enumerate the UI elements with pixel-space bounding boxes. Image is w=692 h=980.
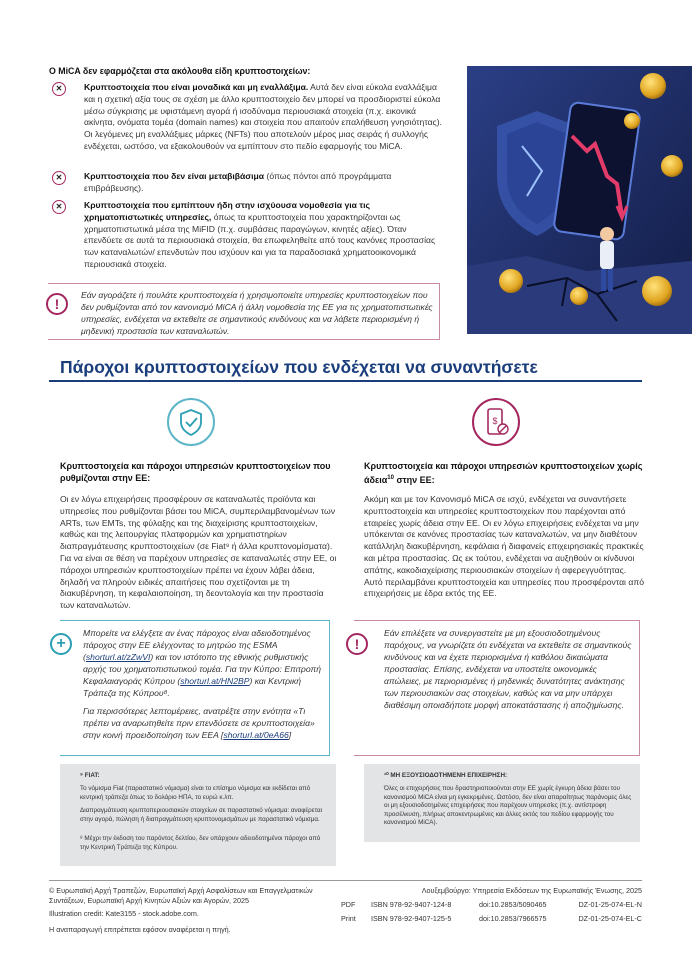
- cysec-link[interactable]: shorturl.at/HN2BP: [180, 676, 250, 686]
- section-heading: Πάροχοι κρυπτοστοιχείων που ενδέχεται να συναντήσετε: [60, 357, 538, 377]
- pub-row: PDF ISBN 978-92-9407-124-8 doi:10.2853/5090465 DZ-01-25-074-EL-N: [341, 900, 642, 909]
- footer-rule: [49, 880, 642, 881]
- svg-text:$: $: [492, 416, 498, 426]
- publisher: Λουξεμβούργο: Υπηρεσία Εκδόσεων της Ευρωπαϊκής Ένωσης, 2025: [421, 886, 642, 895]
- illustration-credit: Illustration credit: Kate3155 - stock.adobe.com.: [49, 909, 199, 918]
- plus-icon: +: [50, 633, 72, 655]
- left-column-title: Κρυπτοστοιχεία και πάροχοι υπηρεσιών κρυπτοστοιχείων που ρυθμίζονται στην ΕΕ:: [60, 461, 331, 483]
- esma-register-link[interactable]: shorturl.at/zZwVI: [85, 652, 151, 662]
- phone-alert-icon: [472, 398, 520, 446]
- copyright: © Ευρωπαϊκή Αρχή Τραπεζών, Ευρωπαϊκή Αρχή Ασφαλίσεων και Επαγγελματικών Συντάξεων, Ευρωπαϊκή Αρχή Κινητών Αξιών και Αγορών, 2025: [49, 886, 313, 905]
- x-circle-icon: ✕: [52, 82, 66, 96]
- info-box: + Μπορείτε να ελέγξετε αν ένας πάροχος είναι αδειοδοτημένος πάροχος στην ΕΕ ελέγχοντας το μητρώο της ESMA (shorturl.at/zZwVI) και τον ιστότοπο της εθνικής ρυθμιστικής αρχής του χρηματοπιστωτικού τομέα. Για την Κύπρο: Επιτροπή Κεφαλαιαγοράς Κύπρου (shorturl.at/HN2BP) και Κεντρική Τράπεζα της Κύπρου⁸. Για περισσότερες λεπτομέρειες, ανατρέξτε στην ενότητα «Τι πρέπει να αναρωτηθείτε πριν επενδύσετε σε κρυπτοστοιχεία» στην κοινή προειδοποίηση των ΕΕΑ [shorturl.at/0eA66]: [60, 620, 330, 756]
- left-column-body: Οι εν λόγω επιχειρήσεις προσφέρουν σε καταναλωτές προϊόντα και υπηρεσίες που ρυθμίζονται βάσει του MiCA, συμπεριλαμβανομένων των ARTs, των EMTs, της φύλαξης και της διαχείρισης κρυπτοστοιχείων, καθώς και της λειτουργίας πλατφορμών και χρηματιστηρίων διαπραγμάτευσης κρυπτοστοιχείων (σε Fiat⁹ ή άλλα κρυπτονομίσματα). Για να είναι σε θέση να παρέχουν υπηρεσίες σε καταναλωτές στην ΕΕ, οι πάροχοι υπηρεσιών κρυπτοστοιχείων πρέπει να έχουν λάβει άδεια, δηλαδή να πληρούν ειδικές απαιτήσεις που σχετίζονται με τη διακυβέρνηση, τη κεφαλαιοποίηση, τη δεοντολογία και την προστασία των καταναλωτών.: [60, 494, 337, 611]
- exclamation-icon: !: [46, 293, 68, 315]
- reproduction-note: Η αναπαραγωγή επιτρέπεται εφόσον αναφέρεται η πηγή.: [49, 925, 231, 934]
- intro-heading: Ο MiCA δεν εφαρμόζεται στα ακόλουθα είδη κρυπτοστοιχείων:: [49, 66, 311, 76]
- exclusion-item: ✕ Κρυπτοστοιχεία που δεν είναι μεταβιβάσιμα (όπως πόντοι από προγράμματα επιβράβευσης).: [52, 171, 444, 195]
- warning-box: ! Εάν αγοράζετε ή πουλάτε κρυπτοστοιχεία ή χρησιμοποιείτε υπηρεσίες κρυπτοστοιχείων που δεν ρυθμίζονται από τον κανονισμό MiCA ή άλλη νομοθεσία της ΕΕ για τις χρηματοπιστωτικές υπηρεσίες, ενδέχεται να εκτεθείτε σε σημαντικούς κινδύνους και να λάβετε περιορισμένη ή μηδενική προστασία των καταναλωτών.: [48, 283, 440, 340]
- x-circle-icon: ✕: [52, 171, 66, 185]
- footnote-box-left: ⁹ FIAT: Το νόμισμα Fiat (παραστατικό νόμισμα) είναι το επίσημο νόμισμα και εκδίδεται από κεντρική τράπεζα όπως το δολάριο ΗΠΑ, το ευρώ κ.λπ. Διαπραγμάτευση κρυπτοπεριουσιακών στοιχείων σε παραστατικό νόμισμα: αναφέρεται στην αγορά, πώληση ή διαπραγμάτευση κρυπτονομισμάτων με παραστατικό νόμισμα. ⁸ Μέχρι την έκδοση του παρόντος δελτίου, δεν υπάρχουν αδειοδοτημένοι πάροχοι από την Κεντρική Τράπεζα της Κύπρου.: [60, 764, 336, 866]
- exclusion-item: ✕ Κρυπτοστοιχεία που είναι μοναδικά και μη εναλλάξιμα. Αυτά δεν είναι εύκολα εναλλάξιμα και η σχετική αξία τους σε σχέση με άλλο κρυπτοστοιχείο δεν μπορεί να προσδιοριστεί εύκολα μέσω σύγκρισης με υφιστάμενη αγορά ή ισοδύναμα περιουσιακά στοιχεία (π.χ. εικονικά ακίνητα, ονόματα τομέα (domain names) και στοιχεία που απαιτούν επαλήθευση γνησιότητας). Οι λεγόμενες μη εναλλάξιμες μάρκες (NFTs) που αποτελούν μέρος μιας σειράς ή συλλογής ενδέχεται, ωστόσο, να εξακολουθούν να εμπίπτουν στο πεδίο εφαρμογής του MiCA.: [52, 82, 444, 164]
- heading-rule: [49, 380, 642, 382]
- exclamation-icon: !: [346, 633, 368, 655]
- pub-row: Print ISBN 978-92-9407-125-5 doi:10.2853/7966575 DZ-01-25-074-EL-C: [341, 914, 642, 923]
- exclusion-item: ✕ Κρυπτοστοιχεία που εμπίπτουν ήδη στην ισχύουσα νομοθεσία για τις χρηματοπιστωτικές υπηρεσίες, όπως τα κρυπτοστοιχεία που χαρακτηρίζονται ως χρηματοπιστωτικά μέσα της MiFID (π.χ. συμβάσεις παραγώγων, κινητές αξίες). Όταν επενδύετε σε αυτά τα περιουσιακά στοιχεία, θα επωφεληθείτε από τους κανόνες προστασίας των καταναλωτών/ επενδυτών που ισχύουν και για τα παραδοσιακά χρηματοοικονομικά περιουσιακά στοιχεία.: [52, 200, 444, 276]
- shield-check-icon: [167, 398, 215, 446]
- joint-warning-link[interactable]: shorturl.at/0eA66: [223, 730, 289, 740]
- warning-box: ! Εάν επιλέξετε να συνεργαστείτε με μη εξουσιοδοτημένους παρόχους, να γνωρίζετε ότι ενδέχεται να εκτεθείτε σε σημαντικούς κινδύνους και να έχετε περιορισμένα ή καθόλου δικαιώματα προστασίας. Επίσης, ενδέχεται να υποστείτε οικονομικές απώλειες, με περιορισμένες ή μηδενικές δυνατότητες ανάκτησης των περιουσιακών σας στοιχείων, καθώς και να μην υπάρχει διαθέσιμη οποιαδήποτε μορφή αποκατάστασης ή αποζημίωσης.: [354, 620, 640, 756]
- illustration: [467, 66, 692, 334]
- footnote-box-right: ¹⁰ ΜΗ ΕΞΟΥΣΙΟΔΟΤΗΜΕΝΗ ΕΠΙΧΕΙΡΗΣΗ: Όλες οι επιχειρήσεις που δραστηριοποιούνται στην ΕΕ χωρίς έγκυρη άδεια βάσει του κανονισμού MiCA είναι μη εγκεκριμένες. Ωστόσο, δεν είναι απαραίτητως παράνομες όλες οι μη εξουσιοδοτημένες επιχειρήσεις που παρέχουν υπηρεσίες (π.χ. αντίστροφη προσέλκυση, πλήρως αποκεντρωμένες και άλλες εκτός του πεδίου εφαρμογής του κανονισμού MiCA).: [364, 764, 640, 842]
- x-circle-icon: ✕: [52, 200, 66, 214]
- crypto-crash-illustration: [467, 66, 692, 334]
- right-column-title: Κρυπτοστοιχεία και πάροχοι υπηρεσιών κρυπτοστοιχείων χωρίς άδεια$^{10}$ στην ΕΕ:: [364, 461, 643, 485]
- right-column-body: Ακόμη και με τον Κανονισμό MiCA σε ισχύ, ενδέχεται να συναντήσετε κρυπτοστοιχεία και υπηρεσίες κρυπτοστοιχείων που παρέχονται από εταιρείες χωρίς άδεια στην ΕΕ. Οι εν λόγω επιχειρήσεις ενδέχεται να μην υπόκεινται σε κανόνες προστασίας των καταναλωτών, να μην διαθέτουν κατάλληλη διακυβέρνηση, κεφάλαια ή διαφανείς επιχειρησιακές πρακτικές και μέτρα προστασίας. Ως εκ τούτου, ενδέχεται να αυξηθούν οι κίνδυνοι απάτης, κακοδιαχείρισης περιουσιακών στοιχείων ή αφερεγγυότητας. Αυτό περιλαμβάνει κρυπτοστοιχεία και υπηρεσίες που προσφέρονται από επιχειρήσεις με έδρα εκτός της ΕΕ.: [364, 494, 645, 599]
